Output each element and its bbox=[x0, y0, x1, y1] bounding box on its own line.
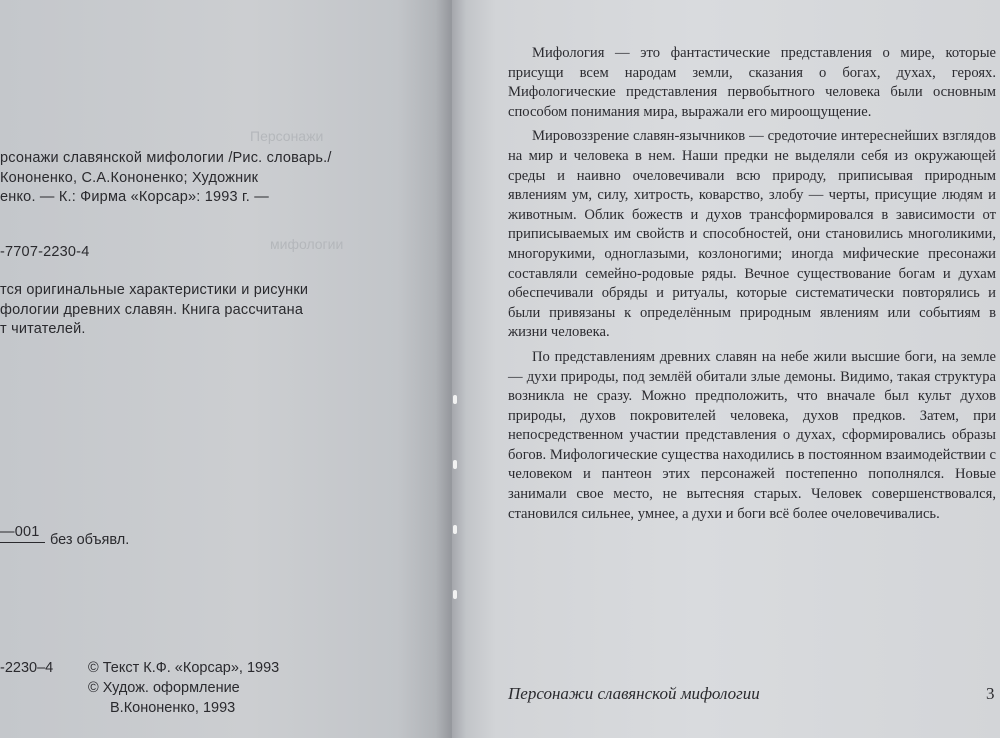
price-note: без объявл. bbox=[50, 532, 130, 548]
page-number: 3 bbox=[986, 684, 995, 703]
price-code: —001 bbox=[0, 524, 40, 540]
bleed-through-text: Персонажи bbox=[250, 128, 324, 144]
annotation-line-2: фологии древних славян. Книга рассчитана bbox=[0, 302, 304, 318]
copyright-text: © Текст К.Ф. «Корсар», 1993 bbox=[88, 660, 280, 676]
copyright-artist: В.Кононенко, 1993 bbox=[110, 700, 236, 716]
annotation-line-1: тся оригинальные характеристики и рисунки bbox=[0, 282, 309, 298]
binding-stitch bbox=[453, 590, 457, 599]
isbn: -7707-2230-4 bbox=[0, 244, 90, 260]
paragraph-2: Мировоззрение славян-язычников — средоточие интереснейших взглядов на мир и человека в нем. Наши предки не выделяли себя из окружающей среды и наивно очеловечивали всю природу, приписывая природным явлениям ум, силу, хитрость, коварство, злобу — черты, присущие людям и животным. Облик божеств и духов трансформировался в зависимости от приписываемых им свойств и способностей, они становились многоликими, многорукими, одноглазыми, козлоногими; иногда мифические пресонажи составляли семейно-родовые ряды. Вечное существование богам и духам обеспечивали обряды и ритуалы, которые систематически повторялись и были привязаны к определённым природным явлениям или событиям в жизни человека. bbox=[508, 128, 996, 341]
left-page bbox=[0, 0, 452, 738]
isbn-bottom: -2230–4 bbox=[0, 660, 54, 676]
running-footer-title: Персонажи славянской мифологии bbox=[508, 684, 760, 703]
biblio-line-3: енко. — К.: Фирма «Корсар»: 1993 г. — bbox=[0, 189, 269, 205]
book-gutter bbox=[436, 0, 466, 738]
binding-stitch bbox=[453, 395, 457, 404]
main-text bbox=[508, 44, 996, 529]
paragraph-1: Мифология — это фантастические представления о мире, которые присущи всем народам земли, сказания о богах, духах, героях. Мифологические представления первобытного человека были основным способом понимания мира, выражали его мироощущение. bbox=[508, 45, 996, 120]
binding-stitch bbox=[453, 460, 457, 469]
copyright-design: © Худож. оформление bbox=[88, 680, 240, 696]
biblio-line-1: рсонажи славянской мифологии /Рис. словарь./ bbox=[0, 150, 332, 166]
annotation-line-3: т читателей. bbox=[0, 321, 86, 337]
binding-stitch bbox=[453, 525, 457, 534]
bleed-through-text-2: мифологии bbox=[270, 236, 344, 252]
biblio-line-2: Кононенко, С.А.Кононенко; Художник bbox=[0, 170, 259, 186]
price-code-rule bbox=[0, 542, 45, 543]
paragraph-3: По представлениям древних славян на небе жили высшие боги, на земле — духи природы, под землёй обитали злые демоны. Видимо, такая структура возникла не сразу. Можно предположить, что вначале был культ духов природы, духов покровителей человека, духов предков. Затем, при непосредственном участии представления о духах, сформировались образы богов. Мифологические существа находились в постоянном взаимодействии с человеком и пантеон этих персонажей постепенно пополнялся. Новые занимали свое место, не вытесняя старых. Человек совершенствовался, становился сильнее, умнее, а духи и боги всё более очеловечивались. bbox=[508, 348, 996, 522]
